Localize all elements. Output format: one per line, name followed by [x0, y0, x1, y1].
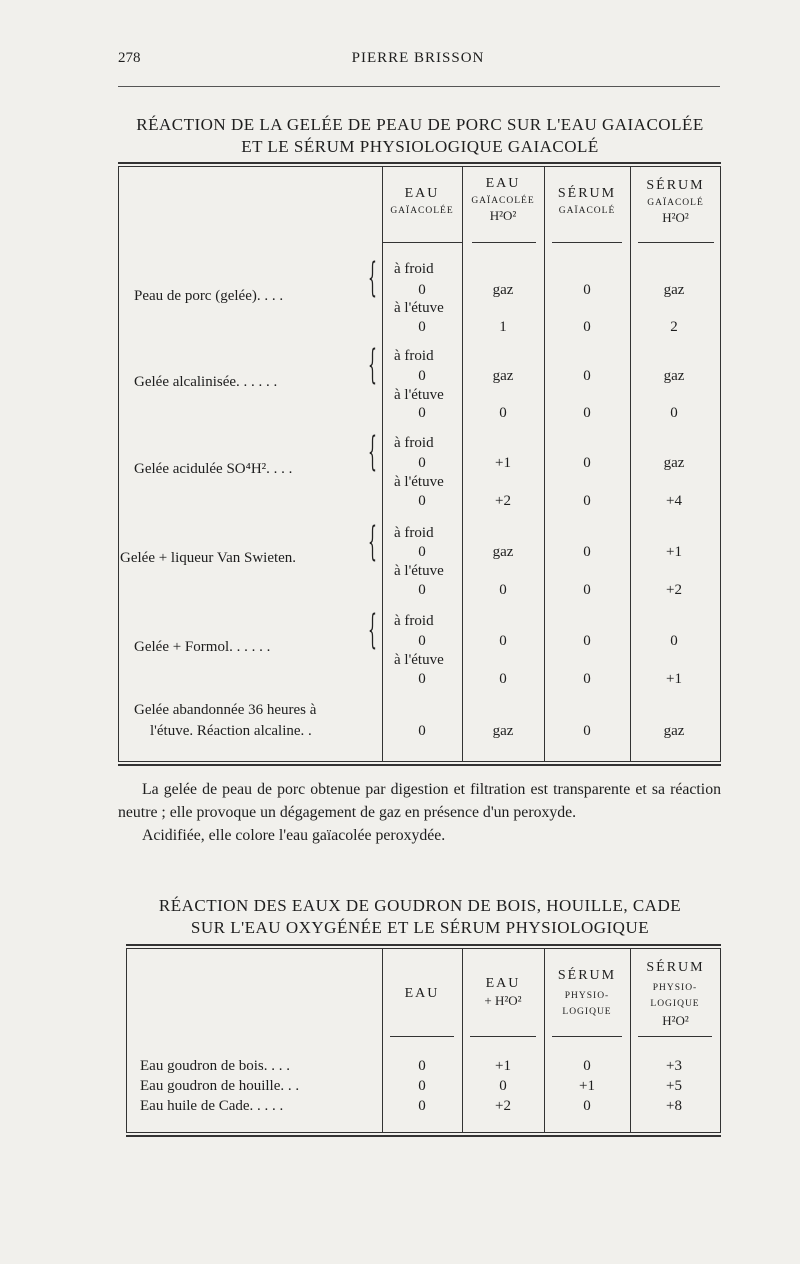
cell: 0	[418, 368, 426, 384]
table1-title	[118, 114, 722, 158]
cell: 0	[499, 1078, 507, 1094]
row-label: Eau huile de Cade. . . . .	[140, 1098, 284, 1114]
table2-title-line1: RÉACTION DES EAUX DE GOUDRON DE BOIS, HOUILLE, CADE	[158, 896, 682, 915]
table1-head-rule	[472, 242, 536, 243]
cell: 0	[418, 319, 426, 335]
table1-col-header	[382, 186, 462, 217]
condition-oven: à l'étuve	[394, 300, 444, 316]
row-label: Gelée acidulée SO⁴H². . . .	[134, 461, 293, 477]
cell: 0	[583, 582, 591, 598]
table2-col-header	[544, 968, 630, 1020]
row-label: Peau de porc (gelée). . . .	[134, 288, 284, 304]
cell: 2	[670, 319, 678, 335]
cell: 0	[418, 544, 426, 560]
col-header-main: SÉRUM	[557, 968, 617, 983]
cell: 0	[583, 319, 591, 335]
page-header	[118, 50, 718, 72]
cell: 0	[418, 582, 426, 598]
col-header-main: EAU	[485, 976, 521, 991]
brace-icon: {	[368, 607, 377, 653]
cell: +1	[666, 544, 682, 560]
cell: 0	[418, 493, 426, 509]
col-header-main: SÉRUM	[646, 178, 705, 193]
cell: 0	[418, 455, 426, 471]
cell: +2	[666, 582, 682, 598]
table1-col-header	[544, 186, 630, 217]
cell: 0	[418, 282, 426, 298]
col-header-sub: GAÏACOLÉE	[390, 206, 454, 217]
condition-oven: à l'étuve	[394, 474, 444, 490]
cell: 0	[418, 1078, 426, 1094]
cell: 0	[583, 671, 591, 687]
header-rule	[118, 86, 720, 87]
cell: gaz	[663, 368, 685, 384]
cell: +1	[666, 671, 682, 687]
col-header-formula: + H²O²	[484, 993, 522, 1009]
row-label: Eau goudron de bois. . . .	[140, 1058, 290, 1074]
cell: 0	[418, 633, 426, 649]
page-number: 278	[118, 50, 141, 66]
table1-col-divider	[462, 166, 463, 762]
cell: 0	[583, 368, 591, 384]
condition-cold: à froid	[394, 525, 434, 541]
brace-icon: {	[368, 519, 377, 565]
cell: +5	[666, 1078, 682, 1094]
cell: 0	[670, 405, 678, 421]
cell: 0	[583, 405, 591, 421]
cell: +2	[495, 1098, 511, 1114]
cell: +1	[495, 455, 511, 471]
table2-col-header	[462, 976, 544, 1009]
col-header-formula: H²O²	[662, 1013, 689, 1029]
cell: +4	[666, 493, 682, 509]
table1-col-header	[462, 176, 544, 224]
condition-oven: à l'étuve	[394, 563, 444, 579]
condition-cold: à froid	[394, 348, 434, 364]
table2-title-line2: SUR L'EAU OXYGÉNÉE ET LE SÉRUM PHYSIOLOGIQUE	[190, 918, 650, 937]
cell: 0	[583, 723, 591, 739]
col-header-sub: PHYSIO-LOGIQUE	[562, 991, 612, 1018]
cell: gaz	[492, 544, 514, 560]
paragraph: Acidifiée, elle colore l'eau gaïacolée peroxydée.	[142, 827, 446, 844]
col-header-sub: GAÏACOLÉE	[471, 196, 535, 207]
col-header-main: EAU	[485, 176, 521, 191]
cell: +2	[495, 493, 511, 509]
condition-cold: à froid	[394, 613, 434, 629]
col-header-main: EAU	[404, 986, 440, 1001]
cell: 0	[499, 671, 507, 687]
cell: 0	[499, 633, 507, 649]
condition-cold: à froid	[394, 261, 434, 277]
table1-col-divider	[544, 166, 545, 762]
cell: 0	[499, 582, 507, 598]
cell: 0	[583, 282, 591, 298]
table1-head-rule	[382, 242, 462, 243]
table1-col-divider	[630, 166, 631, 762]
brace-icon: {	[368, 342, 377, 388]
cell: +1	[579, 1078, 595, 1094]
cell: 0	[418, 671, 426, 687]
cell: 0	[670, 633, 678, 649]
cell: gaz	[492, 723, 514, 739]
cell: +1	[495, 1058, 511, 1074]
cell: +8	[666, 1098, 682, 1114]
table2-head-rule	[470, 1036, 536, 1037]
table2-head-rule	[390, 1036, 454, 1037]
cell: gaz	[663, 723, 685, 739]
cell: 0	[583, 455, 591, 471]
row-label: Gelée alcalinisée. . . . . .	[134, 374, 278, 390]
table1-title-line2: ET LE SÉRUM PHYSIOLOGIQUE GAIACOLÉ	[241, 137, 599, 156]
cell: +3	[666, 1058, 682, 1074]
brace-icon: {	[368, 255, 377, 301]
row-label: Gelée + liqueur Van Swieten.	[120, 550, 297, 566]
table2-head-rule	[552, 1036, 622, 1037]
cell: 0	[499, 405, 507, 421]
table1-head-rule	[638, 242, 714, 243]
condition-oven: à l'étuve	[394, 652, 444, 668]
cell: 0	[583, 1058, 591, 1074]
table1-title-line1: RÉACTION DE LA GELÉE DE PEAU DE PORC SUR L'EAU GAIACOLÉE	[136, 115, 704, 134]
col-header-main: EAU	[404, 186, 440, 201]
running-head: PIERRE BRISSON	[351, 50, 485, 66]
cell: 0	[583, 493, 591, 509]
brace-icon: {	[368, 429, 377, 475]
col-header-formula: H²O²	[489, 208, 517, 224]
cell: gaz	[663, 282, 685, 298]
cell: 0	[583, 633, 591, 649]
row-label: Eau goudron de houille. . .	[140, 1078, 300, 1094]
col-header-sub: GAÏACOLÉ	[558, 206, 616, 217]
table1	[118, 162, 721, 766]
col-header-formula: H²O²	[662, 210, 689, 226]
cell: 0	[583, 1098, 591, 1114]
table2-head-rule	[638, 1036, 712, 1037]
cell: 1	[499, 319, 507, 335]
table2-col-header	[382, 986, 462, 1002]
col-header-main: SÉRUM	[557, 186, 617, 201]
cell: 0	[418, 1098, 426, 1114]
cell: 0	[583, 544, 591, 560]
row-label: Gelée + Formol. . . . . .	[134, 639, 271, 655]
condition-oven: à l'étuve	[394, 387, 444, 403]
col-header-sub: PHYSIO-LOGIQUE	[650, 983, 700, 1010]
body-text	[118, 778, 721, 847]
cell: 0	[418, 1058, 426, 1074]
table1-head-rule	[552, 242, 622, 243]
row-label: l'étuve. Réaction alcaline. .	[150, 723, 312, 739]
cell: gaz	[492, 282, 514, 298]
cell: gaz	[492, 368, 514, 384]
row-label: Gelée abandonnée 36 heures à	[134, 702, 317, 718]
table1-col-divider	[382, 166, 383, 762]
table2-col-header	[630, 960, 721, 1029]
cell: 0	[418, 723, 426, 739]
paragraph: La gelée de peau de porc obtenue par digestion et filtration est transparente et sa réaction neutre ; elle provoque un dégagement de gaz en présence d'un peroxyde.	[118, 781, 721, 821]
cell: gaz	[663, 455, 685, 471]
table2-col-divider	[382, 948, 383, 1133]
table1-col-header	[630, 178, 721, 226]
table2-title	[118, 895, 722, 939]
col-header-main: SÉRUM	[646, 960, 705, 975]
col-header-sub: GAÏACOLÉ	[647, 198, 704, 209]
condition-cold: à froid	[394, 435, 434, 451]
table2	[126, 944, 721, 1137]
cell: 0	[418, 405, 426, 421]
